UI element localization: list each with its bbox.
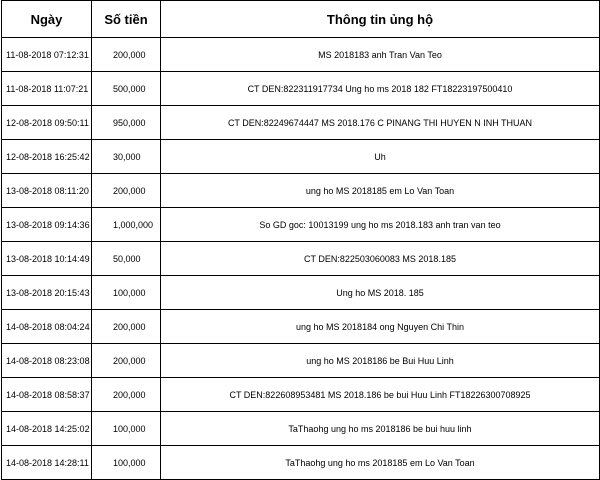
- table-row: [2, 38, 600, 72]
- cell-date: 14-08-2018 14:28:11: [2, 446, 92, 480]
- cell-amount: 30,000: [92, 140, 161, 174]
- cell-amount: 100,000: [92, 446, 161, 480]
- cell-date: 11-08-2018 07:12:31: [2, 38, 92, 72]
- table-row: [2, 446, 600, 480]
- table-row: [2, 412, 600, 446]
- cell-info: CT DEN:82249674447 MS 2018.176 C PINANG THI HUYEN N INH THUAN: [161, 106, 600, 140]
- cell-info: Ung ho MS 2018. 185: [161, 276, 600, 310]
- cell-amount: 200,000: [92, 174, 161, 208]
- cell-info: ung ho MS 2018185 em Lo Van Toan: [161, 174, 600, 208]
- cell-amount: 500,000: [92, 72, 161, 106]
- cell-info: ung ho MS 2018186 be Bui Huu Linh: [161, 344, 600, 378]
- cell-info: So GD goc: 10013199 ung ho ms 2018.183 anh tran van teo: [161, 208, 600, 242]
- cell-info: MS 2018183 anh Tran Van Teo: [161, 38, 600, 72]
- header-row: [2, 1, 600, 38]
- cell-amount: 200,000: [92, 310, 161, 344]
- header-info: Thông tin ủng hộ: [161, 1, 600, 38]
- cell-date: 13-08-2018 20:15:43: [2, 276, 92, 310]
- cell-info: CT DEN:822608953481 MS 2018.186 be bui Huu Linh FT18226300708925: [161, 378, 600, 412]
- cell-amount: 200,000: [92, 378, 161, 412]
- header-date: Ngày: [2, 1, 92, 38]
- cell-amount: 200,000: [92, 344, 161, 378]
- cell-info: TaThaohg ung ho ms 2018185 em Lo Van Toan: [161, 446, 600, 480]
- cell-date: 14-08-2018 08:58:37: [2, 378, 92, 412]
- cell-amount: 950,000: [92, 106, 161, 140]
- cell-date: 13-08-2018 09:14:36: [2, 208, 92, 242]
- table-row: [2, 310, 600, 344]
- table-row: [2, 276, 600, 310]
- cell-date: 13-08-2018 10:14:49: [2, 242, 92, 276]
- cell-date: 12-08-2018 16:25:42: [2, 140, 92, 174]
- table-row: [2, 242, 600, 276]
- cell-info: CT DEN:822503060083 MS 2018.185: [161, 242, 600, 276]
- cell-info: TaThaohg ung ho ms 2018186 be bui huu linh: [161, 412, 600, 446]
- table-row: [2, 106, 600, 140]
- table-row: [2, 344, 600, 378]
- table-row: [2, 72, 600, 106]
- table-row: [2, 378, 600, 412]
- cell-amount: 100,000: [92, 412, 161, 446]
- cell-amount: 100,000: [92, 276, 161, 310]
- cell-info: CT DEN:822311917734 Ung ho ms 2018 182 FT18223197500410: [161, 72, 600, 106]
- table-row: [2, 174, 600, 208]
- cell-date: 14-08-2018 08:23:08: [2, 344, 92, 378]
- cell-date: 13-08-2018 08:11:20: [2, 174, 92, 208]
- cell-date: 14-08-2018 08:04:24: [2, 310, 92, 344]
- header-amount: Số tiền: [92, 1, 161, 38]
- cell-info: ung ho MS 2018184 ong Nguyen Chi Thin: [161, 310, 600, 344]
- donation-table: [1, 0, 600, 480]
- table-row: [2, 208, 600, 242]
- cell-info: Uh: [161, 140, 600, 174]
- cell-amount: 200,000: [92, 38, 161, 72]
- table-row: [2, 140, 600, 174]
- cell-date: 12-08-2018 09:50:11: [2, 106, 92, 140]
- cell-amount: 1,000,000: [92, 208, 161, 242]
- cell-date: 11-08-2018 11:07:21: [2, 72, 92, 106]
- cell-amount: 50,000: [92, 242, 161, 276]
- cell-date: 14-08-2018 14:25:02: [2, 412, 92, 446]
